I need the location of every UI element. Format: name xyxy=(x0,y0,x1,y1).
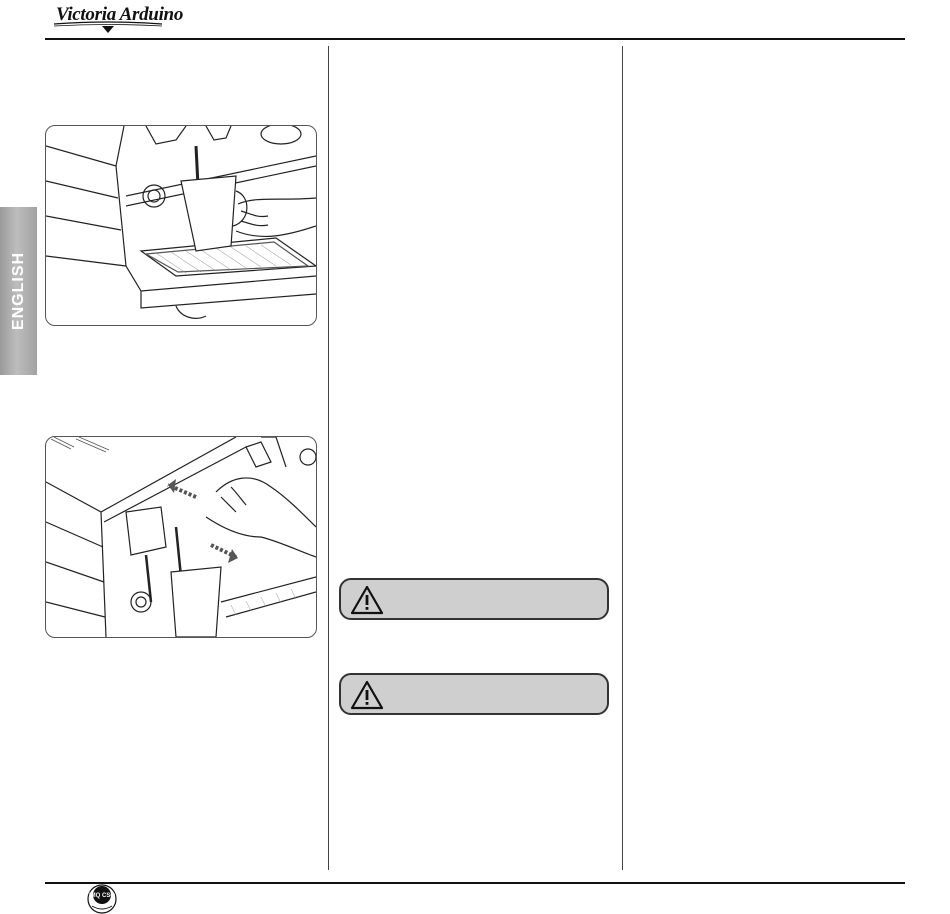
warning-triangle-icon xyxy=(350,680,384,710)
language-tab xyxy=(0,207,37,375)
warning-box xyxy=(339,578,609,620)
seal-text: IMQ CSQ xyxy=(88,893,116,899)
steam-wand-adjustment-illustration xyxy=(45,436,317,638)
warning-box xyxy=(339,673,609,715)
footer-rule xyxy=(45,882,905,884)
warning-triangle-icon xyxy=(350,585,384,615)
brand-logo-text: Victoria Arduino xyxy=(56,4,184,25)
column-divider xyxy=(622,46,623,870)
language-tab-label: ENGLISH xyxy=(9,251,27,331)
steam-wand-adjustment-drawing xyxy=(46,437,316,637)
milk-pitcher-steam-wand-illustration xyxy=(45,125,317,326)
header-rule xyxy=(45,38,905,40)
steam-wand-pitcher-drawing xyxy=(46,126,316,325)
column-divider xyxy=(328,46,329,870)
brand-logo xyxy=(52,2,164,36)
certification-seal-icon xyxy=(87,884,117,914)
